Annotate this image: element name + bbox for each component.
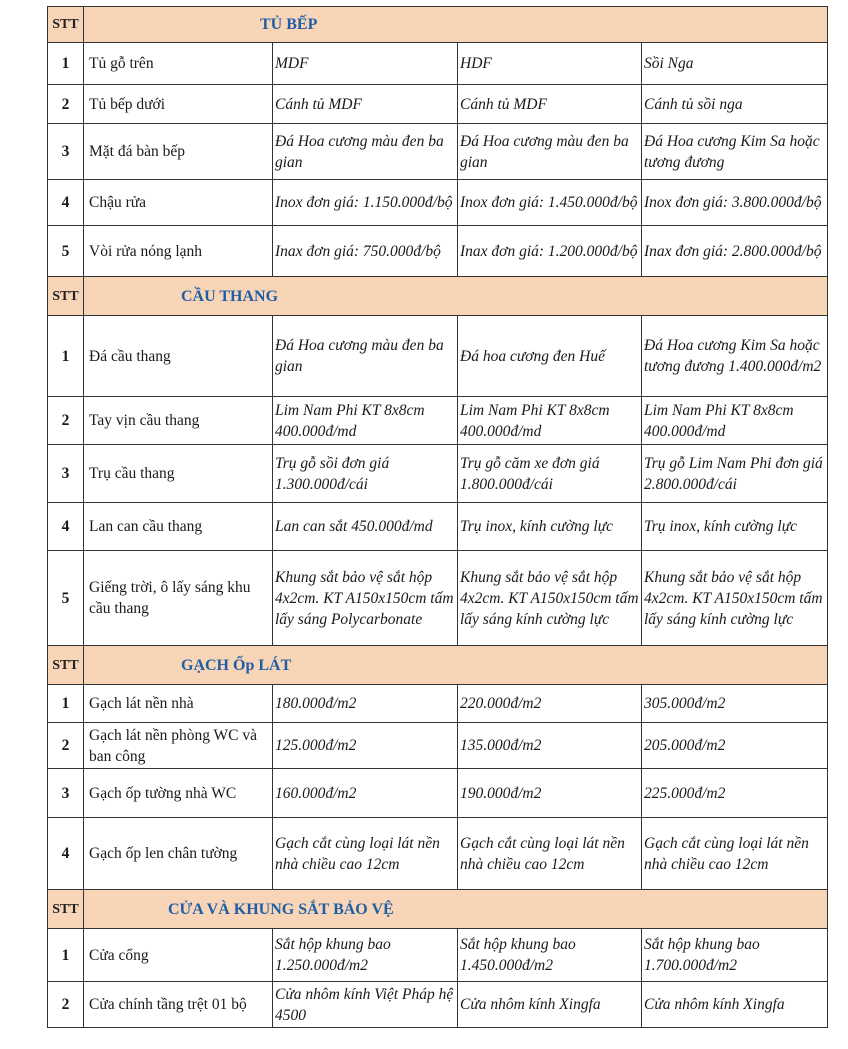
option-2-cell: 135.000đ/m2 xyxy=(458,723,642,769)
option-2-cell: Khung sắt bảo vệ sắt hộp 4x2cm. KT A150x150cm tấm lấy sáng kính cường lực xyxy=(458,551,642,646)
section-stt-label: STT xyxy=(48,7,84,43)
item-name: Tay vịn cầu thang xyxy=(84,397,273,445)
section-title: CỬA VÀ KHUNG SẮT BẢO VỆ xyxy=(84,890,828,929)
option-3-cell: Đá Hoa cương Kim Sa hoặc tương đương xyxy=(642,124,828,180)
option-2-cell: 190.000đ/m2 xyxy=(458,769,642,818)
option-1-cell: Inax đơn giá: 750.000đ/bộ xyxy=(273,226,458,277)
item-name: Mặt đá bàn bếp xyxy=(84,124,273,180)
option-2-cell: Inox đơn giá: 1.450.000đ/bộ xyxy=(458,180,642,226)
item-name: Cửa chính tầng trệt 01 bộ xyxy=(84,982,273,1028)
item-name: Đá cầu thang xyxy=(84,316,273,397)
row-number: 1 xyxy=(48,929,84,982)
row-number: 2 xyxy=(48,723,84,769)
section-stt-label: STT xyxy=(48,646,84,685)
option-3-cell: Sồi Nga xyxy=(642,43,828,85)
option-3-cell: 205.000đ/m2 xyxy=(642,723,828,769)
option-2-cell: 220.000đ/m2 xyxy=(458,685,642,723)
item-name: Tủ bếp dưới xyxy=(84,85,273,124)
option-1-cell: Cửa nhôm kính Việt Pháp hệ 4500 xyxy=(273,982,458,1028)
table-row xyxy=(48,397,828,445)
section-header xyxy=(48,890,828,929)
option-1-cell: Đá Hoa cương màu đen ba gian xyxy=(273,124,458,180)
option-1-cell: Gạch cắt cùng loại lát nền nhà chiều cao 12cm xyxy=(273,818,458,890)
option-2-cell: Lim Nam Phi KT 8x8cm 400.000đ/md xyxy=(458,397,642,445)
row-number: 4 xyxy=(48,818,84,890)
row-number: 3 xyxy=(48,769,84,818)
option-1-cell: Lan can sắt 450.000đ/md xyxy=(273,503,458,551)
row-number: 4 xyxy=(48,180,84,226)
table-row xyxy=(48,551,828,646)
item-name: Trụ cầu thang xyxy=(84,445,273,503)
item-name: Giếng trời, ô lấy sáng khu cầu thang xyxy=(84,551,273,646)
table-row xyxy=(48,818,828,890)
table-row xyxy=(48,769,828,818)
option-3-cell: Gạch cắt cùng loại lát nền nhà chiều cao 12cm xyxy=(642,818,828,890)
option-2-cell: Trụ gỗ căm xe đơn giá 1.800.000đ/cái xyxy=(458,445,642,503)
option-3-cell: Trụ inox, kính cường lực xyxy=(642,503,828,551)
section-title: TỦ BẾP xyxy=(84,7,828,43)
table-row xyxy=(48,982,828,1028)
option-1-cell: MDF xyxy=(273,43,458,85)
option-2-cell: HDF xyxy=(458,43,642,85)
section-stt-label: STT xyxy=(48,890,84,929)
option-1-cell: Inox đơn giá: 1.150.000đ/bộ xyxy=(273,180,458,226)
table-row xyxy=(48,445,828,503)
table-row xyxy=(48,85,828,124)
section-header xyxy=(48,277,828,316)
row-number: 1 xyxy=(48,685,84,723)
item-name: Gạch ốp tường nhà WC xyxy=(84,769,273,818)
row-number: 5 xyxy=(48,551,84,646)
option-2-cell: Inax đơn giá: 1.200.000đ/bộ xyxy=(458,226,642,277)
option-1-cell: Đá Hoa cương màu đen ba gian xyxy=(273,316,458,397)
row-number: 2 xyxy=(48,85,84,124)
item-name: Chậu rửa xyxy=(84,180,273,226)
option-3-cell: Inax đơn giá: 2.800.000đ/bộ xyxy=(642,226,828,277)
option-2-cell: Cửa nhôm kính Xingfa xyxy=(458,982,642,1028)
item-name: Gạch lát nền nhà xyxy=(84,685,273,723)
table-row xyxy=(48,685,828,723)
option-3-cell: Đá Hoa cương Kim Sa hoặc tương đương 1.400.000đ/m2 xyxy=(642,316,828,397)
option-3-cell: 305.000đ/m2 xyxy=(642,685,828,723)
price-table xyxy=(47,6,828,1028)
section-stt-label: STT xyxy=(48,277,84,316)
option-1-cell: Trụ gỗ sồi đơn giá 1.300.000đ/cái xyxy=(273,445,458,503)
item-name: Gạch ốp len chân tường xyxy=(84,818,273,890)
option-3-cell: Trụ gỗ Lim Nam Phi đơn giá 2.800.000đ/cái xyxy=(642,445,828,503)
row-number: 1 xyxy=(48,43,84,85)
row-number: 2 xyxy=(48,397,84,445)
option-2-cell: Đá hoa cương đen Huế xyxy=(458,316,642,397)
option-3-cell: Cửa nhôm kính Xingfa xyxy=(642,982,828,1028)
option-1-cell: 160.000đ/m2 xyxy=(273,769,458,818)
item-name: Cửa cổng xyxy=(84,929,273,982)
option-3-cell: 225.000đ/m2 xyxy=(642,769,828,818)
table-row xyxy=(48,180,828,226)
section-title: CẦU THANG xyxy=(84,277,828,316)
item-name: Lan can cầu thang xyxy=(84,503,273,551)
price-table-body xyxy=(48,7,828,1028)
table-row xyxy=(48,124,828,180)
option-3-cell: Inox đơn giá: 3.800.000đ/bộ xyxy=(642,180,828,226)
option-1-cell: Cánh tủ MDF xyxy=(273,85,458,124)
row-number: 5 xyxy=(48,226,84,277)
option-3-cell: Khung sắt bảo vệ sắt hộp 4x2cm. KT A150x150cm tấm lấy sáng kính cường lực xyxy=(642,551,828,646)
section-title: GẠCH Ốp LÁT xyxy=(84,646,828,685)
option-2-cell: Trụ inox, kính cường lực xyxy=(458,503,642,551)
option-1-cell: Sắt hộp khung bao 1.250.000đ/m2 xyxy=(273,929,458,982)
table-row xyxy=(48,316,828,397)
option-2-cell: Đá Hoa cương màu đen ba gian xyxy=(458,124,642,180)
option-2-cell: Sắt hộp khung bao 1.450.000đ/m2 xyxy=(458,929,642,982)
row-number: 4 xyxy=(48,503,84,551)
item-name: Gạch lát nền phòng WC và ban công xyxy=(84,723,273,769)
item-name: Vòi rửa nóng lạnh xyxy=(84,226,273,277)
option-1-cell: Lim Nam Phi KT 8x8cm 400.000đ/md xyxy=(273,397,458,445)
section-header xyxy=(48,7,828,43)
section-header xyxy=(48,646,828,685)
option-1-cell: Khung sắt bảo vệ sắt hộp 4x2cm. KT A150x150cm tấm lấy sáng Polycarbonate xyxy=(273,551,458,646)
table-row xyxy=(48,723,828,769)
table-row xyxy=(48,503,828,551)
row-number: 1 xyxy=(48,316,84,397)
option-3-cell: Lim Nam Phi KT 8x8cm 400.000đ/md xyxy=(642,397,828,445)
option-3-cell: Sắt hộp khung bao 1.700.000đ/m2 xyxy=(642,929,828,982)
row-number: 3 xyxy=(48,445,84,503)
option-2-cell: Gạch cắt cùng loại lát nền nhà chiều cao 12cm xyxy=(458,818,642,890)
option-3-cell: Cánh tủ sồi nga xyxy=(642,85,828,124)
table-row xyxy=(48,43,828,85)
table-row xyxy=(48,226,828,277)
item-name: Tủ gỗ trên xyxy=(84,43,273,85)
row-number: 2 xyxy=(48,982,84,1028)
option-1-cell: 180.000đ/m2 xyxy=(273,685,458,723)
option-2-cell: Cánh tủ MDF xyxy=(458,85,642,124)
option-1-cell: 125.000đ/m2 xyxy=(273,723,458,769)
table-row xyxy=(48,929,828,982)
row-number: 3 xyxy=(48,124,84,180)
